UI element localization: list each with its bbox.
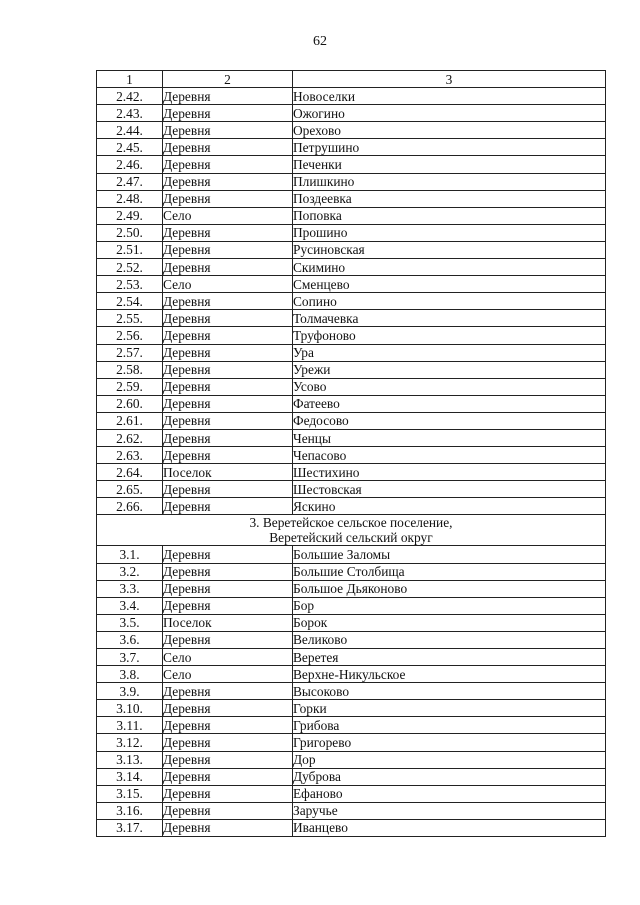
table-row xyxy=(97,447,606,464)
section-heading-line-2: Веретейский сельский округ xyxy=(269,530,433,546)
section-heading xyxy=(97,515,606,546)
settlement-name: Труфоново xyxy=(293,327,606,344)
table-row xyxy=(97,734,606,751)
table-row xyxy=(97,224,606,241)
table-row xyxy=(97,751,606,768)
settlement-type: Деревня xyxy=(163,546,293,563)
settlement-name: Сменцево xyxy=(293,276,606,293)
settlement-name: Русиновская xyxy=(293,241,606,258)
settlement-type: Деревня xyxy=(163,105,293,122)
settlement-name: Яскино xyxy=(293,498,606,515)
row-number: 2.44. xyxy=(97,122,163,139)
settlement-type: Деревня xyxy=(163,819,293,836)
settlement-type: Деревня xyxy=(163,139,293,156)
row-number: 3.8. xyxy=(97,666,163,683)
row-number: 3.10. xyxy=(97,700,163,717)
settlement-name: Петрушино xyxy=(293,139,606,156)
table-row xyxy=(97,429,606,446)
settlement-type: Деревня xyxy=(163,412,293,429)
settlement-type: Село xyxy=(163,276,293,293)
table-row xyxy=(97,683,606,700)
settlement-name: Фатеево xyxy=(293,395,606,412)
settlement-name: Горки xyxy=(293,700,606,717)
table-body-part-2 xyxy=(97,546,606,837)
settlement-name: Ефаново xyxy=(293,785,606,802)
settlement-type: Деревня xyxy=(163,785,293,802)
row-number: 2.59. xyxy=(97,378,163,395)
settlement-name: Иванцево xyxy=(293,819,606,836)
table-row xyxy=(97,768,606,785)
row-number: 3.7. xyxy=(97,649,163,666)
column-header-number: 1 xyxy=(97,71,163,88)
section-block xyxy=(97,515,606,546)
settlement-type: Деревня xyxy=(163,310,293,327)
settlement-type: Деревня xyxy=(163,751,293,768)
row-number: 3.16. xyxy=(97,802,163,819)
settlement-name: Большие Заломы xyxy=(293,546,606,563)
row-number: 3.3. xyxy=(97,580,163,597)
row-number: 2.60. xyxy=(97,395,163,412)
settlement-type: Деревня xyxy=(163,717,293,734)
table-row xyxy=(97,122,606,139)
table-row xyxy=(97,395,606,412)
row-number: 3.13. xyxy=(97,751,163,768)
settlement-type: Деревня xyxy=(163,429,293,446)
settlement-name: Верхне-Никульское xyxy=(293,666,606,683)
table-row xyxy=(97,802,606,819)
table-row xyxy=(97,649,606,666)
settlement-type: Деревня xyxy=(163,395,293,412)
table-row xyxy=(97,412,606,429)
settlement-name: Большое Дьяконово xyxy=(293,580,606,597)
table-row xyxy=(97,139,606,156)
row-number: 2.52. xyxy=(97,259,163,276)
row-number: 3.1. xyxy=(97,546,163,563)
settlement-type: Деревня xyxy=(163,293,293,310)
settlement-name: Высоково xyxy=(293,683,606,700)
settlement-name: Плишкино xyxy=(293,173,606,190)
row-number: 2.50. xyxy=(97,224,163,241)
table-row xyxy=(97,666,606,683)
row-number: 2.61. xyxy=(97,412,163,429)
table-row xyxy=(97,310,606,327)
settlement-type: Деревня xyxy=(163,344,293,361)
section-heading-line-1: 3. Веретейское сельское поселение, xyxy=(249,515,453,531)
row-number: 2.45. xyxy=(97,139,163,156)
settlement-name: Сопино xyxy=(293,293,606,310)
table-row xyxy=(97,580,606,597)
row-number: 2.51. xyxy=(97,241,163,258)
section-row xyxy=(97,515,606,546)
settlement-type: Деревня xyxy=(163,700,293,717)
row-number: 2.55. xyxy=(97,310,163,327)
settlement-type: Село xyxy=(163,207,293,224)
row-number: 2.46. xyxy=(97,156,163,173)
table-row xyxy=(97,173,606,190)
table-row xyxy=(97,378,606,395)
settlement-name: Грибова xyxy=(293,717,606,734)
row-number: 3.5. xyxy=(97,614,163,631)
settlement-name: Орехово xyxy=(293,122,606,139)
settlement-name: Поздеевка xyxy=(293,190,606,207)
settlement-name: Дор xyxy=(293,751,606,768)
settlement-name: Скимино xyxy=(293,259,606,276)
settlement-type: Село xyxy=(163,649,293,666)
row-number: 2.43. xyxy=(97,105,163,122)
settlement-type: Деревня xyxy=(163,563,293,580)
row-number: 3.17. xyxy=(97,819,163,836)
settlement-type: Деревня xyxy=(163,259,293,276)
column-header-name: 3 xyxy=(293,71,606,88)
table-row xyxy=(97,327,606,344)
row-number: 2.58. xyxy=(97,361,163,378)
settlement-type: Деревня xyxy=(163,734,293,751)
settlement-name: Бор xyxy=(293,597,606,614)
table-row xyxy=(97,717,606,734)
settlement-type: Деревня xyxy=(163,683,293,700)
settlement-type: Деревня xyxy=(163,173,293,190)
settlement-name: Новоселки xyxy=(293,88,606,105)
settlement-type: Деревня xyxy=(163,361,293,378)
settlement-type: Поселок xyxy=(163,464,293,481)
table-row xyxy=(97,546,606,563)
table-row xyxy=(97,207,606,224)
settlement-name: Усово xyxy=(293,378,606,395)
settlement-name: Заручье xyxy=(293,802,606,819)
settlement-type: Деревня xyxy=(163,768,293,785)
table-row xyxy=(97,361,606,378)
table-row xyxy=(97,481,606,498)
settlement-type: Деревня xyxy=(163,580,293,597)
settlement-type: Деревня xyxy=(163,156,293,173)
settlement-type: Деревня xyxy=(163,88,293,105)
table-row xyxy=(97,785,606,802)
settlement-type: Деревня xyxy=(163,224,293,241)
row-number: 2.63. xyxy=(97,447,163,464)
row-number: 2.42. xyxy=(97,88,163,105)
table-row xyxy=(97,498,606,515)
settlement-name: Великово xyxy=(293,631,606,648)
table-row xyxy=(97,464,606,481)
settlements-table xyxy=(96,70,606,837)
settlement-name: Веретея xyxy=(293,649,606,666)
settlement-type: Деревня xyxy=(163,498,293,515)
row-number: 2.49. xyxy=(97,207,163,224)
settlement-name: Дуброва xyxy=(293,768,606,785)
settlement-name: Толмачевка xyxy=(293,310,606,327)
table-row xyxy=(97,105,606,122)
table-row xyxy=(97,344,606,361)
table-row xyxy=(97,88,606,105)
row-number: 2.56. xyxy=(97,327,163,344)
row-number: 3.11. xyxy=(97,717,163,734)
settlement-name: Печенки xyxy=(293,156,606,173)
settlement-name: Григорево xyxy=(293,734,606,751)
settlement-name: Ура xyxy=(293,344,606,361)
settlement-name: Шестовская xyxy=(293,481,606,498)
row-number: 2.65. xyxy=(97,481,163,498)
row-number: 3.15. xyxy=(97,785,163,802)
row-number: 3.9. xyxy=(97,683,163,700)
table-row xyxy=(97,241,606,258)
settlement-type: Деревня xyxy=(163,190,293,207)
settlement-name: Борок xyxy=(293,614,606,631)
table-row xyxy=(97,614,606,631)
row-number: 2.53. xyxy=(97,276,163,293)
table-row xyxy=(97,156,606,173)
settlement-name: Большие Столбища xyxy=(293,563,606,580)
row-number: 2.47. xyxy=(97,173,163,190)
table-body-part-1 xyxy=(97,88,606,515)
page-number: 62 xyxy=(313,34,327,49)
settlement-type: Деревня xyxy=(163,597,293,614)
row-number: 3.2. xyxy=(97,563,163,580)
table-row xyxy=(97,631,606,648)
settlement-type: Деревня xyxy=(163,327,293,344)
settlement-type: Деревня xyxy=(163,447,293,464)
table-row xyxy=(97,259,606,276)
settlement-name: Поповка xyxy=(293,207,606,224)
settlement-type: Деревня xyxy=(163,378,293,395)
table-row xyxy=(97,819,606,836)
row-number: 3.6. xyxy=(97,631,163,648)
table-row xyxy=(97,700,606,717)
table-header-row xyxy=(97,71,606,88)
table-row xyxy=(97,597,606,614)
row-number: 2.48. xyxy=(97,190,163,207)
row-number: 3.12. xyxy=(97,734,163,751)
column-header-type: 2 xyxy=(163,71,293,88)
settlement-name: Шестихино xyxy=(293,464,606,481)
settlement-name: Урежи xyxy=(293,361,606,378)
row-number: 2.57. xyxy=(97,344,163,361)
settlement-type: Деревня xyxy=(163,481,293,498)
settlement-name: Прошино xyxy=(293,224,606,241)
settlement-type: Деревня xyxy=(163,122,293,139)
settlement-type: Поселок xyxy=(163,614,293,631)
row-number: 3.4. xyxy=(97,597,163,614)
table-row xyxy=(97,190,606,207)
table-row xyxy=(97,563,606,580)
table-row xyxy=(97,276,606,293)
row-number: 2.64. xyxy=(97,464,163,481)
settlement-name: Чепасово xyxy=(293,447,606,464)
settlement-name: Ченцы xyxy=(293,429,606,446)
settlement-type: Село xyxy=(163,666,293,683)
row-number: 2.54. xyxy=(97,293,163,310)
row-number: 2.62. xyxy=(97,429,163,446)
settlement-name: Ожогино xyxy=(293,105,606,122)
settlement-name: Федосово xyxy=(293,412,606,429)
settlement-type: Деревня xyxy=(163,802,293,819)
row-number: 2.66. xyxy=(97,498,163,515)
table-row xyxy=(97,293,606,310)
settlement-type: Деревня xyxy=(163,241,293,258)
settlement-type: Деревня xyxy=(163,631,293,648)
row-number: 3.14. xyxy=(97,768,163,785)
